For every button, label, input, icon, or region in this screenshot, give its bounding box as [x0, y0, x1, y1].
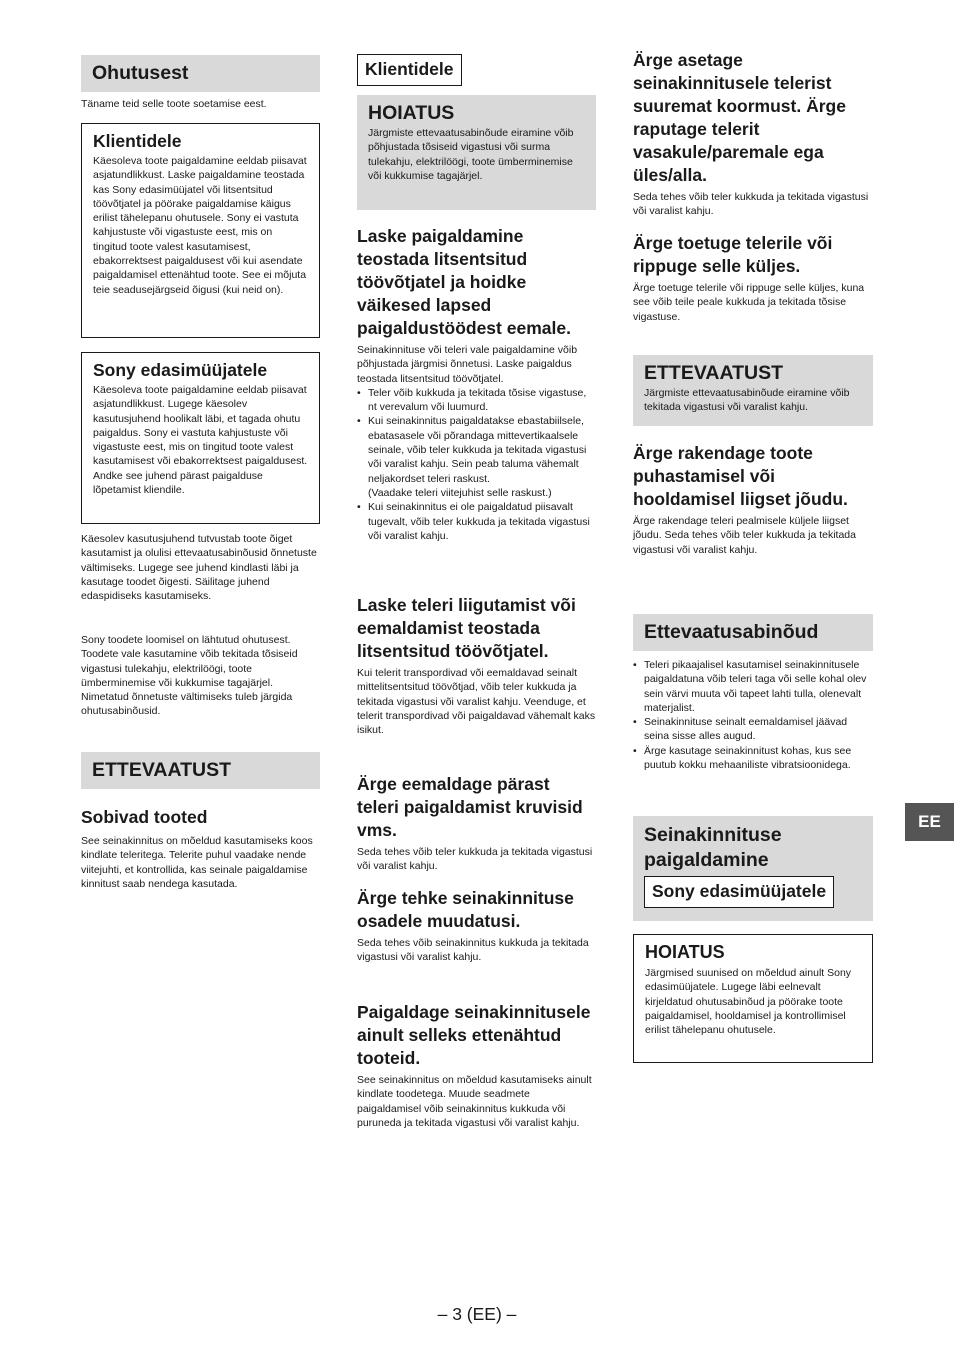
list-item: • Ärge kasutage seinakinnitust kohas, kus see puutub kokku mehaaniliste vibratsioonidega. [633, 744, 873, 773]
list-item: • Kui seinakinnitus ei ole paigaldatud piisavalt tugevalt, võib teler kukkuda ja tekitada vigastusi või varalist kahju. [357, 500, 596, 543]
sobivad-tooted-heading: Sobivad tooted [81, 807, 208, 827]
hoiatus-box-2 [633, 934, 873, 1063]
licensed-install-body: Seinakinnituse või teleri vale paigaldamine võib põhjustada järgmisi õnnetusi. Laske paigaldus teostada litsentsitud töövõtjatel. [357, 344, 578, 385]
screws-body: Seda tehes võib teler kukkuda ja tekitada vigastusi või varalist kahju. [357, 846, 593, 873]
section-cleaning [633, 442, 873, 557]
safety-paragraph: Sony toodete loomisel on lähtutud ohutusest. Toodete vale kasutamine võib tekitada tõsiseid vigastusi tulekahju, elektrilöögi, toote ümberminemise või kukkumise tagajärjel. Nimetatud õnnetuste vältimiseks tuleb järgida ohutusabinõusid. [81, 634, 298, 718]
list-item-text: Kui seinakinnitus paigaldatakse ebastabiilsele, ebatasasele või põrandaga mittevertikaalsele seinale, võib teler kukkuda ja tekitada vigastusi või varalist kahju. Sein peab taluma vähemalt neljakordset teleri raskust. [368, 415, 587, 485]
modifications-body: Seda tehes võib seinakinnitus kukkuda ja tekitada vigastusi või varalist kahju. [357, 937, 589, 964]
usage-paragraph: Käesolev kasutusjuhend tutvustab toote õiget kasutamist ja olulisi ettevaatusabinõusid õnnetuste vältimiseks. Lugege see juhend kindlasti läbi ja kasutage toodet õigesti. Säilitage juhend edaspidiseks kasutamiseks. [81, 533, 317, 603]
klientidele-tag-wrap [357, 54, 596, 86]
ettevaatust-heading: ETTEVAATUST [81, 752, 320, 789]
list-item: • Teleri pikaajalisel kasutamisel seinakinnitusele paigaldatuna võib teleri taga või selle kohal olev sein värvi muuta või tapeet lahti tulla, olenevalt materjalist. [633, 658, 873, 715]
cleaning-heading: Ärge rakendage toote puhastamisel või hooldamisel liigset jõudu. [633, 443, 848, 509]
hoiatus-title-2: HOIATUS [645, 942, 725, 962]
section-lean [633, 232, 873, 324]
moving-body: Kui telerit transpordivad või eemaldavad seinalt mittelitsentsitud töövõtjad, võib teler kukkuda ja tekitada vigastusi või varalist kahju. Veenduge, et telerit transpordivad või paigaldavad vähemalt kaks isikut. [357, 667, 596, 737]
sony-edasimuujatele-tag: Sony edasimüüjatele [644, 876, 834, 908]
hoiatus-box [357, 95, 596, 210]
load-body: Seda tehes võib teler kukkuda ja tekitada vigastusi või varalist kahju. [633, 191, 869, 218]
intro-text: Täname teid selle toote soetamise eest. [81, 98, 267, 110]
list-item-note: (Vaadake teleri viitejuhist selle raskust.) [368, 486, 552, 499]
lean-body: Ärge toetuge telerile või rippuge selle küljes, kuna see võib teile peale kukkuda ja tekitada tõsise vigastuse. [633, 282, 865, 323]
ettevaatust-body: Järgmiste ettevaatusabinõude eiramine võib tekitada vigastusi või varalist kahju. [644, 387, 850, 414]
language-tab: EE [905, 803, 954, 841]
section-load [633, 49, 873, 219]
hoiatus-body: Järgmiste ettevaatusabinõude eiramine võib põhjustada tõsiseid vigastusi või surma tulekahju, elektrilöögi, toote ümberminemise või kukkumise tagajärjel. [368, 127, 574, 182]
modifications-heading: Ärge tehke seinakinnituse osadele muudatusi. [357, 888, 574, 931]
ettevaatust-title: ETTEVAATUST [644, 362, 784, 384]
ettevaatusabinoud-heading: Ettevaatusabinõud [633, 614, 873, 651]
klientidele-box-title: Klientidele [93, 131, 182, 151]
klientidele-box [81, 123, 320, 338]
cleaning-body: Ärge rakendage teleri pealmisele küljele liigset jõudu. Seda tehes võib teler kukkuda ja tekitada vigastusi või varalist kahju. [633, 515, 856, 556]
section-products [357, 1001, 596, 1130]
lean-heading: Ärge toetuge telerile või rippuge selle küljes. [633, 233, 833, 276]
hoiatus-title: HOIATUS [368, 102, 455, 124]
ohutusest-heading: Ohutusest [81, 55, 320, 92]
section-screws [357, 773, 596, 874]
page-number: – 3 (EE) – [437, 1304, 517, 1324]
products-body: See seinakinnitus on mõeldud kasutamiseks ainult kindlate toodetega. Muude seadmete paigaldamisel võib seinakinnitus kukkuda või puruneda ja tekitada vigastusi või varalist kahju. [357, 1074, 592, 1129]
licensed-install-heading: Laske paigaldamine teostada litsentsitud töövõtjatel ja hoidke väikesed lapsed paigaldustöödest eemale. [357, 226, 571, 338]
list-item: • Teler võib kukkuda ja tekitada tõsise vigastuse, nt verevalum või luumurd. [357, 386, 596, 415]
products-heading: Paigaldage seinakinnitusele ainult selleks ettenähtud tooteid. [357, 1002, 591, 1068]
sony-box-title: Sony edasimüüjatele [93, 360, 268, 380]
sobivad-tooted-body: See seinakinnitus on mõeldud kasutamiseks koos kindlate teleritega. Telerite puhul vaadake nende viitejuhti, et kontrollida, kas seinale paigaldamise kinnitust saab nendega kasutada. [81, 835, 313, 890]
hoiatus-body-2: Järgmised suunised on mõeldud ainult Sony edasimüüjatele. Lugege läbi eelnevalt kirjeldatud ohutusabinõud ja pöörake toote paigaldamisel, hooldamisel ja kontrollimisel erilist tähelepanu ohutusele. [645, 967, 852, 1037]
load-heading: Ärge asetage seinakinnitusele telerist suuremat koormust. Ärge raputage telerit vasakule/paremale ega üles/alla. [633, 50, 846, 185]
licensed-install-list [357, 386, 596, 543]
paigaldamine-heading: Seinakinnituse paigaldamine [644, 824, 782, 871]
sony-edasimuujatele-box [81, 352, 320, 524]
screws-heading: Ärge eemaldage pärast teleri paigaldamist kruvisid vms. [357, 774, 583, 840]
klientidele-box-body: Käesoleva toote paigaldamine eeldab piisavat asjatundlikkust. Laske paigaldamine teostada kas Sony edasimüüjatel või litsentsitud töövõtjatel ja pöörake paigaldamise käigus erilist tähelepanu ohutusele. Sony ei vastuta kahjustuste või vigastuste eest, mis on tingitud toote valest kasutamisest, ebakorrektsest paigaldusest või kui asendate paigaldamisel ettenähtud toote. See ei mõjuta teie seadusejärgseid õigusi (kui neid on). [93, 155, 307, 296]
klientidele-tag: Klientidele [357, 54, 462, 86]
list-item: • Seinakinnituse seinalt eemaldamisel jäävad seina sisse alles augud. [633, 715, 873, 744]
section-modifications [357, 887, 596, 965]
ettevaatust-box [633, 355, 873, 426]
section-moving [357, 594, 596, 737]
section-licensed-install [357, 225, 596, 543]
sony-box-body: Käesoleva toote paigaldamine eeldab piisavat asjatundlikkust. Lugege käesolev kasutusjuhend hoolikalt läbi, et tagada ohutu paigaldus. Sony ei vastuta kahjustuste või vigastuste eest, mis on tingitud toote valest kasutamisest või ebakorrektsest paigaldusest. Andke see juhend pärast paigalduse lõpetamist kliendile. [93, 384, 308, 497]
ettevaatusabinoud-list [633, 658, 873, 772]
paigaldamine-section [633, 816, 873, 921]
list-item [357, 414, 596, 500]
moving-heading: Laske teleri liigutamist või eemaldamist teostada litsentsitud töövõtjatel. [357, 595, 576, 661]
